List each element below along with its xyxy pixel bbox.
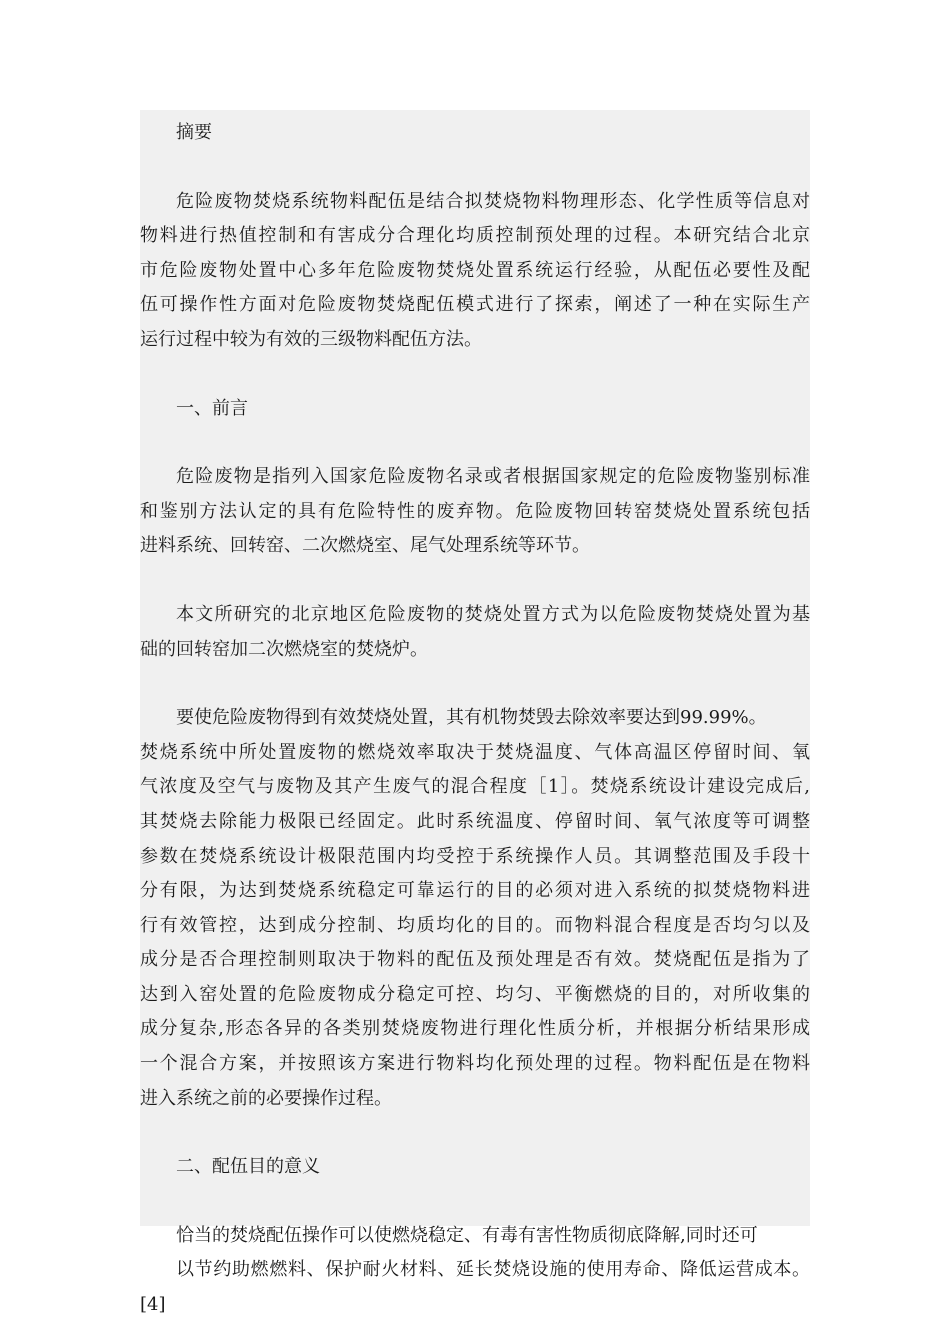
- text-line: 伍可操作性方面对危险废物焚烧配伍模式进行了探索，阐述了一种在实际生产: [140, 294, 810, 316]
- text-line: 危险废物焚烧系统物料配伍是结合拟焚烧物料物理形态、化学性质等信息对: [176, 190, 810, 212]
- text-line: 成分复杂,形态各异的各类别焚烧废物进行理化性质分析，并根据分析结果形成: [140, 1018, 810, 1040]
- text-line: 行有效管控，达到成分控制、均质均化的目的。而物料混合程度是否均匀以及: [140, 914, 810, 936]
- text-line: 其焚烧去除能力极限已经固定。此时系统温度、停留时间、氧气浓度等可调整: [140, 810, 810, 832]
- text-line: 要使危险废物得到有效焚烧处置，其有机物焚毁去除效率要达到99.99%。: [176, 707, 767, 729]
- text-line: 物料进行热值控制和有害成分合理化均质控制预处理的过程。本研究结合北京: [140, 225, 810, 247]
- text-line: 达到入窑处置的危险废物成分稳定可控、均匀、平衡燃烧的目的，对所收集的: [140, 983, 810, 1005]
- text-line: 进入系统之前的必要操作过程。: [140, 1087, 392, 1109]
- text-line: 危险废物是指列入国家危险废物名录或者根据国家规定的危险废物鉴别标准: [176, 466, 810, 488]
- section-heading-introduction: 一、前言: [176, 397, 248, 419]
- intro-paragraph-3: [140, 701, 810, 1116]
- intro-paragraph-2: [140, 598, 810, 667]
- text-line: 一个混合方案，并按照该方案进行物料均化预处理的过程。物料配伍是在物料: [140, 1053, 810, 1075]
- text-line: 本文所研究的北京地区危险废物的焚烧处置方式为以危险废物焚烧处置为基: [176, 603, 810, 625]
- purpose-paragraph: [140, 1219, 810, 1323]
- text-line: 恰当的焚烧配伍操作可以使燃烧稳定、有毒有害性物质彻底降解,同时还可: [176, 1224, 758, 1246]
- text-line: 气浓度及空气与废物及其产生废气的混合程度［1］。焚烧系统设计建设完成后,: [140, 776, 810, 798]
- text-line: 础的回转窑加二次燃烧室的焚烧炉。: [140, 638, 428, 660]
- text-line: 和鉴别方法认定的具有危险特性的废弃物。危险废物回转窑焚烧处置系统包括: [140, 500, 810, 522]
- text-line: 分有限，为达到焚烧系统稳定可靠运行的目的必须对进入系统的拟焚烧物料进: [140, 880, 810, 902]
- text-line: 运行过程中较为有效的三级物料配伍方法。: [140, 328, 482, 350]
- text-line: 市危险废物处置中心多年危险废物焚烧处置系统运行经验，从配伍必要性及配: [140, 259, 810, 281]
- abstract-paragraph: [140, 185, 810, 358]
- document-body: [140, 116, 810, 1323]
- intro-paragraph-1: [140, 460, 810, 564]
- citation-text: [4]: [140, 1294, 166, 1316]
- text-line: 成分是否合理控制则取决于物料的配伍及预处理是否有效。焚烧配伍是指为了: [140, 949, 810, 971]
- text-line: 以节约助燃燃料、保护耐火材料、延长焚烧设施的使用寿命、降低运营成本。: [176, 1259, 810, 1281]
- text-line: 参数在焚烧系统设计极限范围内均受控于系统操作人员。其调整范围及手段十: [140, 845, 810, 867]
- text-line: 焚烧系统中所处置废物的燃烧效率取决于焚烧温度、气体高温区停留时间、氧: [140, 741, 810, 763]
- section-heading-abstract: 摘要: [176, 122, 212, 143]
- text-line: 进料系统、回转窑、二次燃烧室、尾气处理系统等环节。: [140, 535, 590, 557]
- section-heading-purpose: 二、配伍目的意义: [176, 1156, 320, 1178]
